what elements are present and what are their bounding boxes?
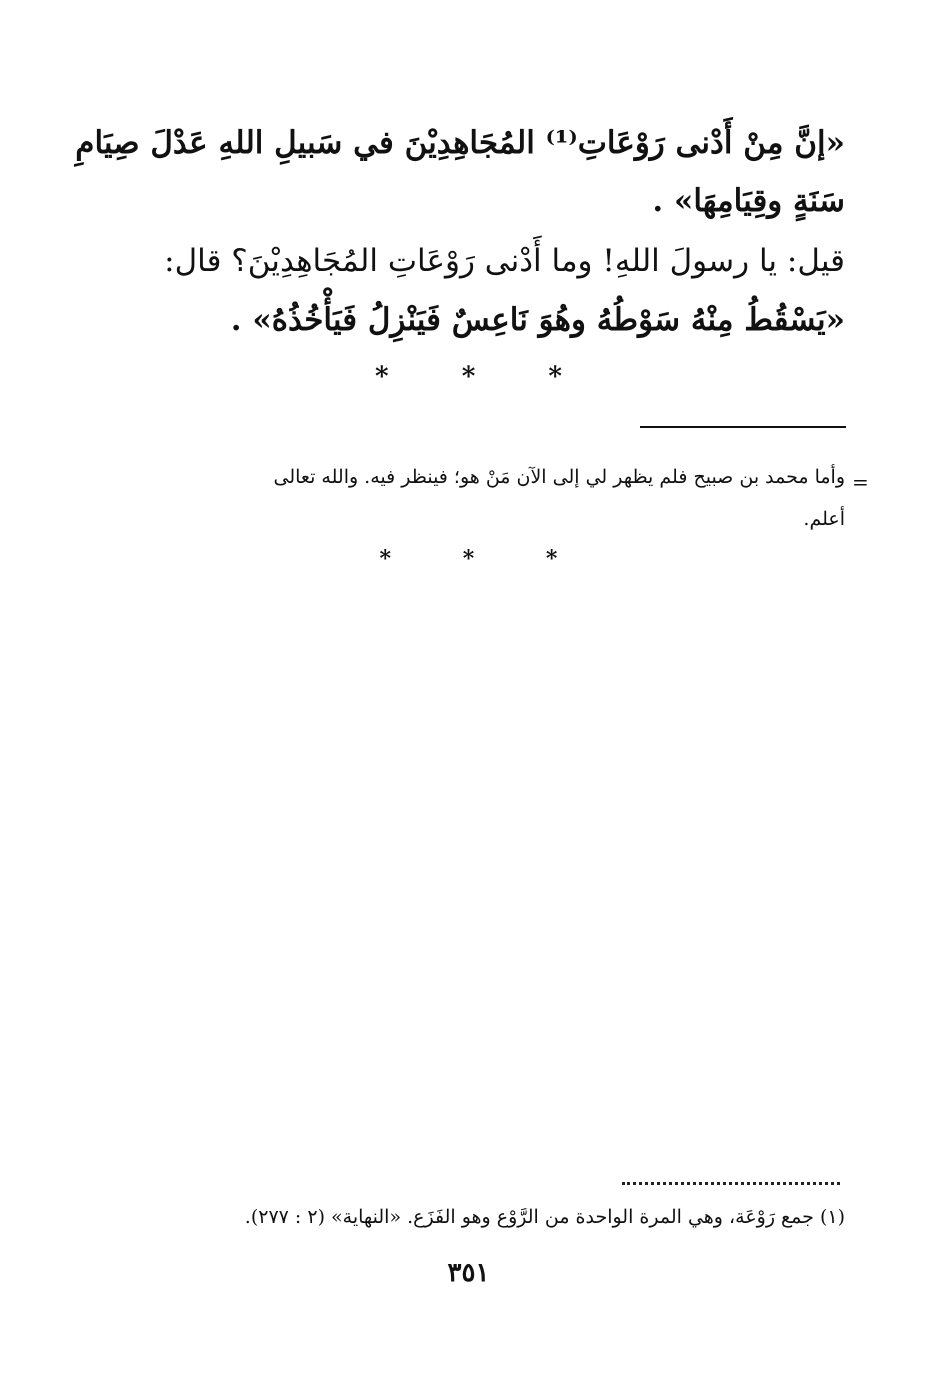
note-line-1: وأما محمد بن صبيح فلم يظهر لي إلى الآن مَنْ هو؛ فينظر فيه. والله تعالى	[273, 466, 845, 488]
separator-star: *	[462, 546, 475, 572]
hadith-line-2: سَنَةٍ وقِيَامِهَا» .	[652, 183, 845, 219]
separator-star: *	[375, 362, 389, 392]
separator-star: *	[548, 362, 562, 392]
footnote-dotted-rule	[622, 1182, 840, 1185]
continuation-mark: =	[852, 470, 869, 494]
section-separator	[0, 362, 937, 392]
notes-separator	[0, 546, 937, 572]
footnote: (١) جمع رَوْعَة، وهي المرة الواحدة من الرَّوْع وهو الفَزَع. «النهاية» (٢ : ٢٧٧).	[244, 1206, 845, 1228]
footnote-rule	[640, 426, 846, 428]
note-line-2: أعلم.	[803, 508, 845, 530]
separator-star: *	[379, 546, 392, 572]
separator-star: *	[461, 362, 476, 392]
question-line: قيل: يا رسولَ اللهِ! وما أَدْنى رَوْعَاتِ المُجَاهِدِيْنَ؟ قال:	[164, 243, 845, 279]
hadith-line-3: «يَسْقُطُ مِنْهُ سَوْطُهُ وهُوَ نَاعِسٌ فَيَنْزِلُ فَيَأْخُذُهُ» .	[230, 302, 845, 338]
separator-star: *	[545, 546, 558, 572]
hadith-line-1: «إنَّ مِنْ أَدْنى رَوْعَاتِ⁽¹⁾ المُجَاهِدِيْنَ في سَبيلِ اللهِ عَدْلَ صِيَامِ	[75, 125, 845, 161]
page-number: ٣٥١	[447, 1258, 490, 1288]
